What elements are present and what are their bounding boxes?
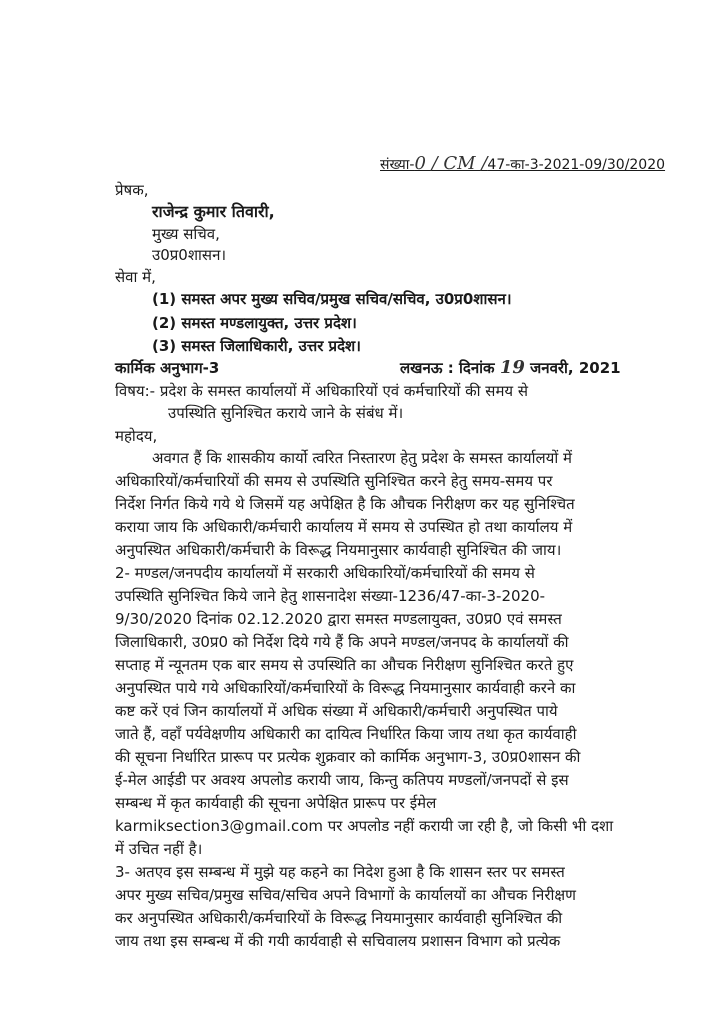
date-suffix: जनवरी, 2021: [530, 359, 621, 377]
subject-line-1: विषय:- प्रदेश के समस्त कार्यालयों में अधिकारियों एवं कर्मचारियों की समय से: [115, 382, 529, 400]
para2-line: जिलाधिकारी, उ0प्र0 को निर्देश दिये गये हैं कि अपने मण्डल/जनपद के कार्यालयों की: [115, 633, 569, 651]
recipient-2: (2) समस्त मण्डलायुक्त, उत्तर प्रदेश।: [152, 314, 357, 332]
reference-rest: 47-का-3-2021-09/30/2020: [487, 157, 666, 173]
para2-line: karmiksection3@gmail.com पर अपलोड नहीं करायी जा रही है, जो किसी भी दशा: [115, 817, 614, 835]
subject-line-2: उपस्थिति सुनिश्चित कराये जाने के संबंध में।: [168, 404, 404, 422]
date-prefix: लखनऊ : दिनांक: [400, 359, 495, 377]
reference-handwritten: 0 / CM /: [414, 153, 488, 174]
sender-label: प्रेषक,: [115, 181, 149, 199]
para3-line: जाय तथा इस सम्बन्ध में की गयी कार्यवाही से सचिवालय प्रशासन विभाग को प्रत्येक: [115, 932, 561, 950]
para2-line: सप्ताह में न्यूनतम एक बार समय से उपस्थिति का औचक निरीक्षण सुनिश्चित करते हुए: [115, 656, 574, 674]
department: कार्मिक अनुभाग-3: [115, 359, 220, 377]
para1-line: अवगत हैं कि शासकीय कार्यो त्वरित निस्तारण हेतु प्रदेश के समस्त कार्यालयों में: [152, 449, 572, 467]
sender-office: उ0प्र0शासन।: [152, 246, 227, 264]
para1-line: अधिकारियों/कर्मचारियों की समय से उपस्थिति सुनिश्चित करने हेतु समय-समय पर: [115, 472, 553, 490]
reference-label: संख्या-: [380, 157, 415, 173]
para2-line: 9/30/2020 दिनांक 02.12.2020 द्वारा समस्त मण्डलायुक्त, उ0प्र0 एवं समस्त: [115, 610, 562, 628]
para2-line: उपस्थिति सुनिश्चित किये जाने हेतु शासनादेश संख्या-1236/47-का-3-2020-: [115, 587, 546, 605]
sender-name: राजेन्द्र कुमार तिवारी,: [152, 202, 275, 221]
para2-line: सम्बन्ध में कृत कार्यवाही की सूचना अपेक्षित प्रारूप पर ईमेल: [115, 794, 437, 812]
para2-line: जाते हैं, वहाँ पर्यवेक्षणीय अधिकारी का दायित्व निर्धारित किया जाय तथा कृत कार्यवाही: [115, 725, 577, 743]
para1-line: निर्देश निर्गत किये गये थे जिसमें यह अपेक्षित है कि औचक निरीक्षण कर यह सुनिश्चित: [115, 495, 575, 513]
para2-line: की सूचना निर्धारित प्रारूप पर प्रत्येक शुक्रवार को कार्मिक अनुभाग-3, उ0प्र0शासन की: [115, 748, 581, 766]
sender-designation: मुख्य सचिव,: [152, 225, 220, 243]
para3-line: कर अनुपस्थित अधिकारी/कर्मचारियों के विरूद्ध नियमानुसार कार्यवाही सुनिश्चित की: [115, 909, 563, 927]
para2-line: कष्ट करें एवं जिन कार्यालयों में अधिक संख्या में अधिकारी/कर्मचारी अनुपस्थित पाये: [115, 702, 558, 720]
para1-line: अनुपस्थित अधिकारी/कर्मचारी के विरूद्ध नियमानुसार कार्यवाही सुनिश्चित की जाय।: [115, 541, 562, 559]
recipient-1: (1) समस्त अपर मुख्य सचिव/प्रमुख सचिव/सचिव, उ0प्र0शासन।: [152, 290, 512, 308]
para2-line: अनुपस्थित पाये गये अधिकारियों/कर्मचारियों के विरूद्ध नियमानुसार कार्यवाही करने का: [115, 679, 576, 697]
para3-line: अपर मुख्य सचिव/प्रमुख सचिव/सचिव अपने विभागों के कार्यालयों का औचक निरीक्षण: [115, 886, 576, 904]
para3-line: 3- अतएव इस सम्बन्ध में मुझे यह कहने का निदेश हुआ है कि शासन स्तर पर समस्त: [115, 863, 565, 881]
date-handwritten: 19: [499, 357, 525, 378]
recipients-label: सेवा में,: [115, 268, 156, 286]
para1-line: कराया जाय कि अधिकारी/कर्मचारी कार्यालय में समय से उपस्थित हो तथा कार्यालय में: [115, 518, 573, 536]
para2-line: 2- मण्डल/जनपदीय कार्यालयों में सरकारी अधिकारियों/कर्मचारियों की समय से: [115, 564, 535, 582]
recipient-3: (3) समस्त जिलाधिकारी, उत्तर प्रदेश।: [152, 337, 361, 355]
letter-date: [400, 358, 621, 378]
reference-number: [380, 154, 665, 175]
para2-line: ई-मेल आईडी पर अवश्य अपलोड करायी जाय, किन्तु कतिपय मण्डलों/जनपदों से इस: [115, 771, 569, 789]
para2-line: में उचित नहीं है।: [115, 840, 203, 858]
salutation: महोदय,: [115, 427, 158, 445]
